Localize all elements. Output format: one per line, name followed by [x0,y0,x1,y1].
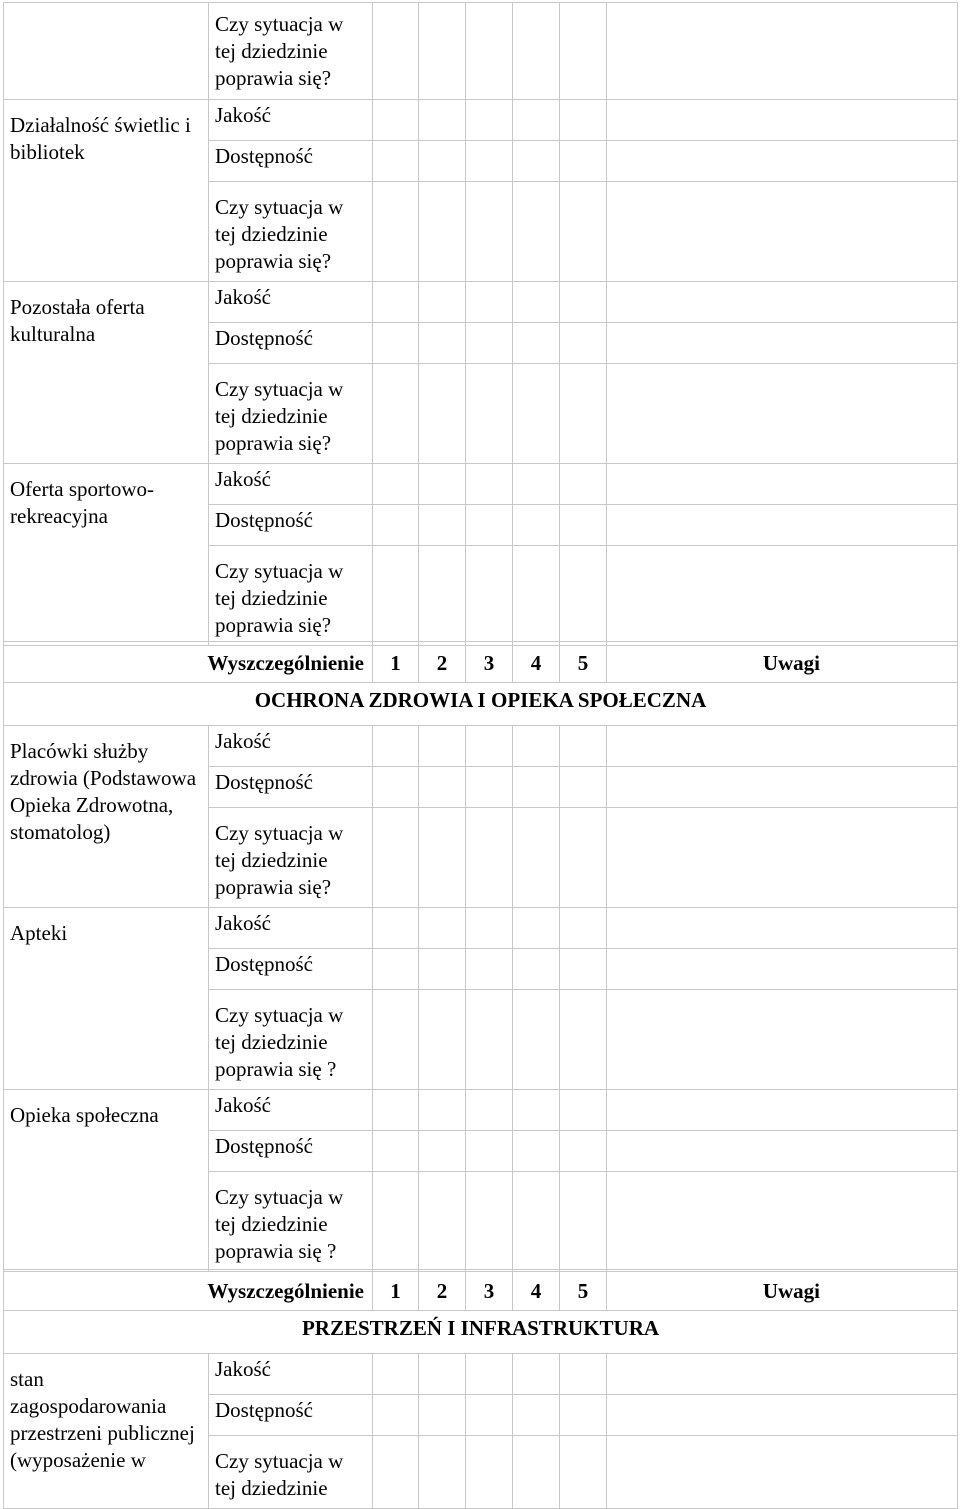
score-cell-5[interactable] [560,1354,607,1395]
score-cell-5[interactable] [560,100,607,141]
score-cell-1[interactable] [373,949,419,990]
notes-cell[interactable] [607,726,958,767]
row-category: Opieka społeczna [4,1090,209,1272]
column-header-score-4: 4 [513,1270,560,1311]
score-cell-1[interactable] [373,3,419,100]
improvement-question: Czy sytuacja w tej dziedzinie poprawia się? [209,3,373,100]
row-category: Działalność świetlic i bibliotek [4,100,209,282]
score-cell-2[interactable] [419,182,466,282]
quality-label: Jakość [209,1090,373,1131]
score-cell-4[interactable] [513,100,560,141]
score-cell-2[interactable] [419,3,466,100]
score-cell-3[interactable] [466,1090,513,1131]
score-cell-3[interactable] [466,1172,513,1272]
score-cell-1[interactable] [373,546,419,646]
quality-label: Jakość [209,464,373,505]
column-header-notes: Uwagi [607,1270,958,1311]
score-cell-1[interactable] [373,182,419,282]
score-cell-5[interactable] [560,949,607,990]
column-header-score-5: 5 [560,1270,607,1311]
score-cell-1[interactable] [373,1436,419,1509]
score-cell-5[interactable] [560,505,607,546]
score-cell-1[interactable] [373,1395,419,1436]
score-cell-3[interactable] [466,949,513,990]
notes-cell[interactable] [607,1131,958,1172]
section-title: OCHRONA ZDROWIA I OPIEKA SPOŁECZNA [4,683,958,726]
table-row [4,1090,958,1131]
score-cell-2[interactable] [419,726,466,767]
score-cell-5[interactable] [560,767,607,808]
score-cell-1[interactable] [373,1172,419,1272]
score-cell-2[interactable] [419,464,466,505]
column-header-notes: Uwagi [607,642,958,683]
notes-cell[interactable] [607,282,958,323]
score-cell-3[interactable] [466,100,513,141]
column-header-score-1: 1 [373,642,419,683]
score-cell-2[interactable] [419,908,466,949]
score-cell-2[interactable] [419,323,466,364]
culture-sport-table [3,2,958,646]
space-infrastructure-table [3,1269,958,1509]
row-category: Placówki służby zdrowia (Podstawowa Opieka Zdrowotna, stomatolog) [4,726,209,908]
score-cell-4[interactable] [513,1172,560,1272]
notes-cell[interactable] [607,464,958,505]
score-cell-2[interactable] [419,546,466,646]
score-cell-4[interactable] [513,808,560,908]
access-label: Dostępność [209,505,373,546]
score-cell-2[interactable] [419,1395,466,1436]
improvement-question: Czy sytuacja w tej dziedzinie poprawia się ? [209,1172,373,1272]
score-cell-1[interactable] [373,282,419,323]
notes-cell[interactable] [607,364,958,464]
notes-cell[interactable] [607,546,958,646]
score-cell-3[interactable] [466,546,513,646]
score-cell-2[interactable] [419,141,466,182]
score-cell-3[interactable] [466,990,513,1090]
score-cell-1[interactable] [373,1354,419,1395]
notes-cell[interactable] [607,808,958,908]
score-cell-5[interactable] [560,364,607,464]
score-cell-5[interactable] [560,908,607,949]
score-cell-5[interactable] [560,323,607,364]
improvement-question: Czy sytuacja w tej dziedzinie poprawia się? [209,808,373,908]
notes-cell[interactable] [607,767,958,808]
quality-label: Jakość [209,100,373,141]
column-header-score-1: 1 [373,1270,419,1311]
score-cell-3[interactable] [466,3,513,100]
row-category: Apteki [4,908,209,1090]
score-cell-3[interactable] [466,767,513,808]
score-cell-1[interactable] [373,141,419,182]
score-cell-5[interactable] [560,726,607,767]
score-cell-1[interactable] [373,990,419,1090]
table-row [4,908,958,949]
notes-cell[interactable] [607,908,958,949]
quality-label: Jakość [209,1354,373,1395]
score-cell-3[interactable] [466,808,513,908]
table-row [4,282,958,323]
health-social-table [3,641,958,1272]
score-cell-2[interactable] [419,505,466,546]
score-cell-3[interactable] [466,182,513,282]
score-cell-3[interactable] [466,1436,513,1509]
score-cell-5[interactable] [560,141,607,182]
score-cell-2[interactable] [419,1172,466,1272]
score-cell-5[interactable] [560,546,607,646]
quality-label: Jakość [209,726,373,767]
score-cell-3[interactable] [466,282,513,323]
score-cell-3[interactable] [466,1131,513,1172]
score-cell-5[interactable] [560,990,607,1090]
score-cell-5[interactable] [560,808,607,908]
score-cell-5[interactable] [560,464,607,505]
access-label: Dostępność [209,141,373,182]
score-cell-4[interactable] [513,726,560,767]
notes-cell[interactable] [607,100,958,141]
section-title: PRZESTRZEŃ I INFRASTRUKTURA [4,1311,958,1354]
score-cell-3[interactable] [466,1354,513,1395]
table-row [4,1354,958,1395]
notes-cell[interactable] [607,3,958,100]
row-category: stan zagospodarowania przestrzeni publicznej (wyposażenie w [4,1354,209,1509]
score-cell-1[interactable] [373,726,419,767]
score-cell-5[interactable] [560,1131,607,1172]
table-row [4,726,958,767]
score-cell-1[interactable] [373,908,419,949]
score-cell-3[interactable] [466,505,513,546]
score-cell-4[interactable] [513,282,560,323]
access-label: Dostępność [209,1395,373,1436]
score-cell-1[interactable] [373,505,419,546]
score-cell-5[interactable] [560,282,607,323]
score-cell-1[interactable] [373,767,419,808]
column-header-score-2: 2 [419,642,466,683]
column-header-score-4: 4 [513,642,560,683]
score-cell-2[interactable] [419,1131,466,1172]
column-header-score-3: 3 [466,642,513,683]
score-cell-5[interactable] [560,3,607,100]
score-cell-3[interactable] [466,1395,513,1436]
notes-cell[interactable] [607,949,958,990]
score-cell-3[interactable] [466,364,513,464]
score-cell-2[interactable] [419,364,466,464]
table-row [4,100,958,141]
score-cell-2[interactable] [419,1436,466,1509]
improvement-question: Czy sytuacja w tej dziedzinie poprawia się? [209,182,373,282]
score-cell-4[interactable] [513,141,560,182]
score-cell-3[interactable] [466,464,513,505]
row-category [4,3,209,100]
score-cell-4[interactable] [513,990,560,1090]
table-row [4,464,958,505]
score-cell-1[interactable] [373,364,419,464]
notes-cell[interactable] [607,1172,958,1272]
score-cell-2[interactable] [419,100,466,141]
score-cell-1[interactable] [373,100,419,141]
table-row [4,3,958,100]
score-cell-4[interactable] [513,1090,560,1131]
score-cell-1[interactable] [373,464,419,505]
header-row [4,1270,958,1311]
score-cell-4[interactable] [513,949,560,990]
score-cell-2[interactable] [419,808,466,908]
notes-cell[interactable] [607,1090,958,1131]
score-cell-5[interactable] [560,182,607,282]
score-cell-4[interactable] [513,182,560,282]
score-cell-4[interactable] [513,1436,560,1509]
column-header-title: Wyszczególnienie [4,1270,373,1311]
score-cell-4[interactable] [513,323,560,364]
column-header-title: Wyszczególnienie [4,642,373,683]
score-cell-1[interactable] [373,1131,419,1172]
improvement-question: Czy sytuacja w tej dziedzinie poprawia się ? [209,990,373,1090]
section-row [4,1311,958,1354]
improvement-question: Czy sytuacja w tej dziedzinie poprawia się? [209,364,373,464]
notes-cell[interactable] [607,505,958,546]
score-cell-5[interactable] [560,1172,607,1272]
quality-label: Jakość [209,908,373,949]
column-header-score-3: 3 [466,1270,513,1311]
improvement-question: Czy sytuacja w tej dziedzinie poprawia się? [209,546,373,646]
score-cell-1[interactable] [373,1090,419,1131]
score-cell-4[interactable] [513,3,560,100]
score-cell-5[interactable] [560,1436,607,1509]
score-cell-3[interactable] [466,908,513,949]
access-label: Dostępność [209,1131,373,1172]
row-category: Oferta sportowo-rekreacyjna [4,464,209,646]
notes-cell[interactable] [607,1436,958,1509]
access-label: Dostępność [209,767,373,808]
notes-cell[interactable] [607,323,958,364]
score-cell-2[interactable] [419,949,466,990]
score-cell-4[interactable] [513,1354,560,1395]
score-cell-2[interactable] [419,767,466,808]
access-label: Dostępność [209,323,373,364]
score-cell-4[interactable] [513,908,560,949]
score-cell-3[interactable] [466,323,513,364]
score-cell-1[interactable] [373,323,419,364]
notes-cell[interactable] [607,182,958,282]
score-cell-4[interactable] [513,1131,560,1172]
notes-cell[interactable] [607,1395,958,1436]
score-cell-2[interactable] [419,282,466,323]
column-header-score-5: 5 [560,642,607,683]
notes-cell[interactable] [607,1354,958,1395]
section-row [4,683,958,726]
score-cell-3[interactable] [466,726,513,767]
score-cell-5[interactable] [560,1395,607,1436]
score-cell-2[interactable] [419,990,466,1090]
score-cell-4[interactable] [513,1395,560,1436]
score-cell-2[interactable] [419,1354,466,1395]
improvement-question: Czy sytuacja w tej dziedzinie [209,1436,373,1509]
score-cell-5[interactable] [560,1090,607,1131]
notes-cell[interactable] [607,990,958,1090]
score-cell-4[interactable] [513,767,560,808]
score-cell-2[interactable] [419,1090,466,1131]
header-row [4,642,958,683]
score-cell-1[interactable] [373,808,419,908]
score-cell-4[interactable] [513,464,560,505]
row-category: Pozostała oferta kulturalna [4,282,209,464]
column-header-score-2: 2 [419,1270,466,1311]
access-label: Dostępność [209,949,373,990]
notes-cell[interactable] [607,141,958,182]
score-cell-4[interactable] [513,505,560,546]
score-cell-4[interactable] [513,546,560,646]
score-cell-3[interactable] [466,141,513,182]
score-cell-4[interactable] [513,364,560,464]
quality-label: Jakość [209,282,373,323]
